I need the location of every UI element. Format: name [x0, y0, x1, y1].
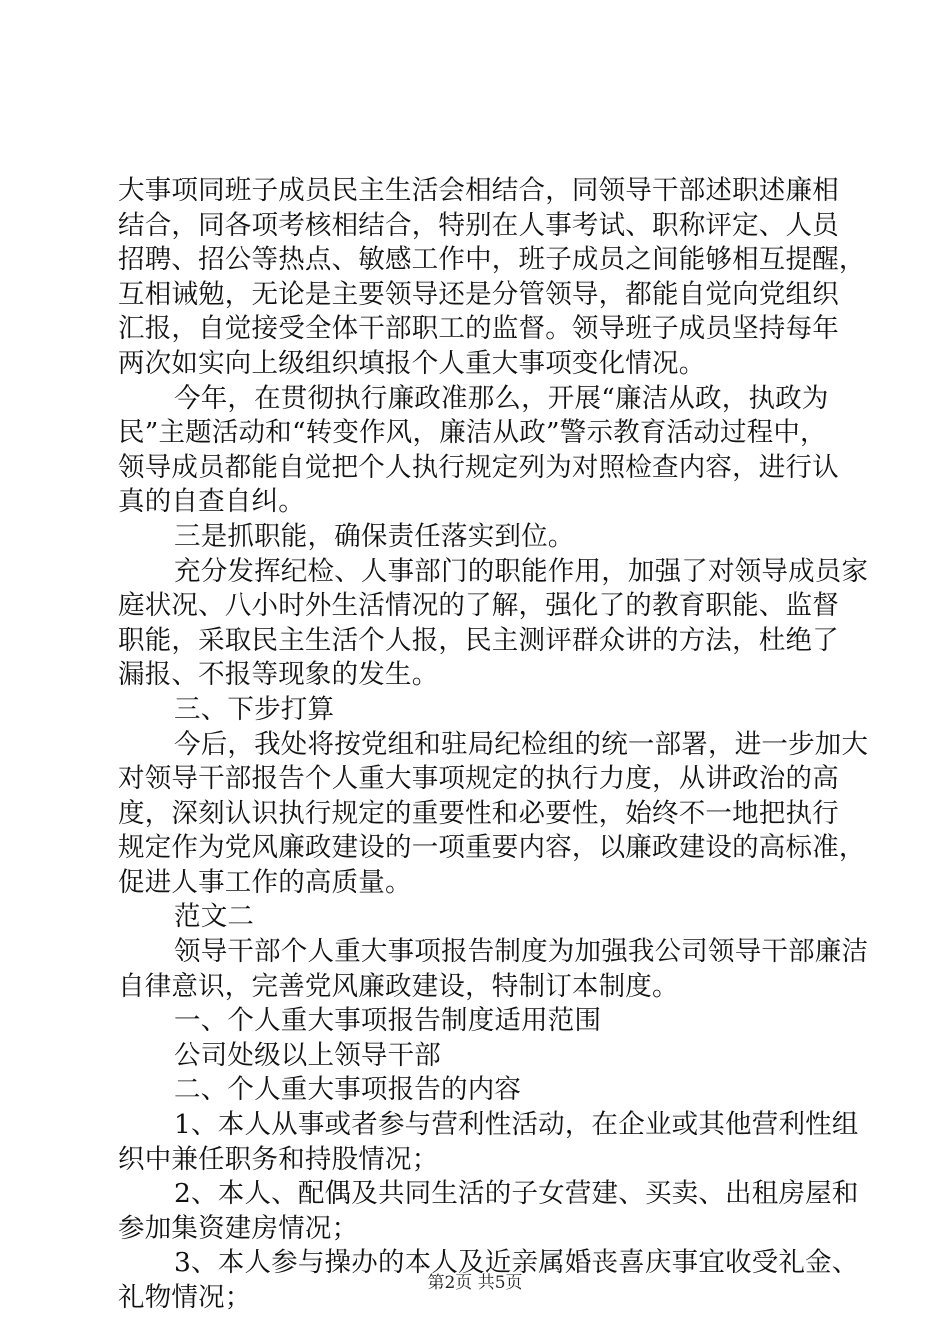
text-line: 招聘、招公等热点、敏感工作中，班子成员之间能够相互提醒， [118, 244, 866, 276]
text-line: 今后，我处将按党组和驻局纪检组的统一部署，进一步加大 [174, 728, 869, 760]
text-line: 三是抓职能，确保责任落实到位。 [174, 520, 575, 552]
text-line: 礼物情况； [118, 1282, 252, 1313]
text-line: 度，深刻认识执行规定的重要性和必要性，始终不一地把执行 [118, 797, 839, 829]
document-body [118, 174, 869, 1316]
text-line: 结合，同各项考核相结合，特别在人事考试、职称评定、人员 [118, 209, 839, 241]
text-line: 两次如实向上级组织填报个人重大事项变化情况。 [118, 347, 706, 379]
text-line: 公司处级以上领导干部 [174, 1039, 441, 1071]
text-line: 自律意识，完善党风廉政建设，特制订本制度。 [118, 970, 679, 1002]
text-line: 参加集资建房情况； [118, 1212, 359, 1244]
text-line: 充分发挥纪检、人事部门的职能作用，加强了对领导成员家 [174, 555, 869, 587]
text-line: 领导干部个人重大事项报告制度为加强我公司领导干部廉洁 [174, 936, 869, 968]
text-line: 民”主题活动和“转变作风，廉洁从政”警示教育活动过程中， [118, 417, 827, 449]
text-line: 范文二 [174, 901, 255, 933]
text-line: 规定作为党风廉政建设的一项重要内容，以廉政建设的高标准， [118, 832, 866, 864]
text-line: 今年，在贯彻执行廉政准那么，开展“廉洁从政，执政为 [174, 382, 829, 414]
text-line: 1、本人从事或者参与营利性活动，在企业或其他营利性组 [174, 1109, 859, 1141]
text-line: 对领导干部报告个人重大事项规定的执行力度，从讲政治的高 [118, 763, 839, 795]
text-line: 互相诫勉，无论是主要领导还是分管领导，都能自觉向党组织 [118, 278, 839, 310]
text-line: 汇报，自觉接受全体干部职工的监督。领导班子成员坚持每年 [118, 313, 839, 345]
text-line: 大事项同班子成员民主生活会相结合，同领导干部述职述廉相 [118, 175, 839, 206]
text-line: 二、个人重大事项报告的内容 [174, 1074, 522, 1106]
text-line: 织中兼任职务和持股情况； [118, 1143, 439, 1175]
page-number-footer: 第2页 共5页 [427, 1273, 523, 1293]
text-line: 促进人事工作的高质量。 [118, 866, 412, 898]
text-line: 3、本人参与操办的本人及近亲属婚丧喜庆事宜收受礼金、 [174, 1247, 859, 1279]
text-line: 真的自查自纠。 [118, 486, 305, 518]
text-line: 职能，采取民主生活个人报，民主测评群众讲的方法，杜绝了 [118, 624, 839, 656]
text-line: 漏报、不报等现象的发生。 [118, 659, 439, 691]
text-line: 庭状况、八小时外生活情况的了解，强化了的教育职能、监督 [118, 590, 839, 622]
text-line: 一、个人重大事项报告制度适用范围 [174, 1005, 602, 1037]
text-line: 2、本人、配偶及共同生活的子女营建、买卖、出租房屋和 [174, 1178, 859, 1210]
text-line: 领导成员都能自觉把个人执行规定列为对照检查内容，进行认 [118, 451, 839, 483]
text-line: 三、下步打算 [174, 693, 335, 725]
